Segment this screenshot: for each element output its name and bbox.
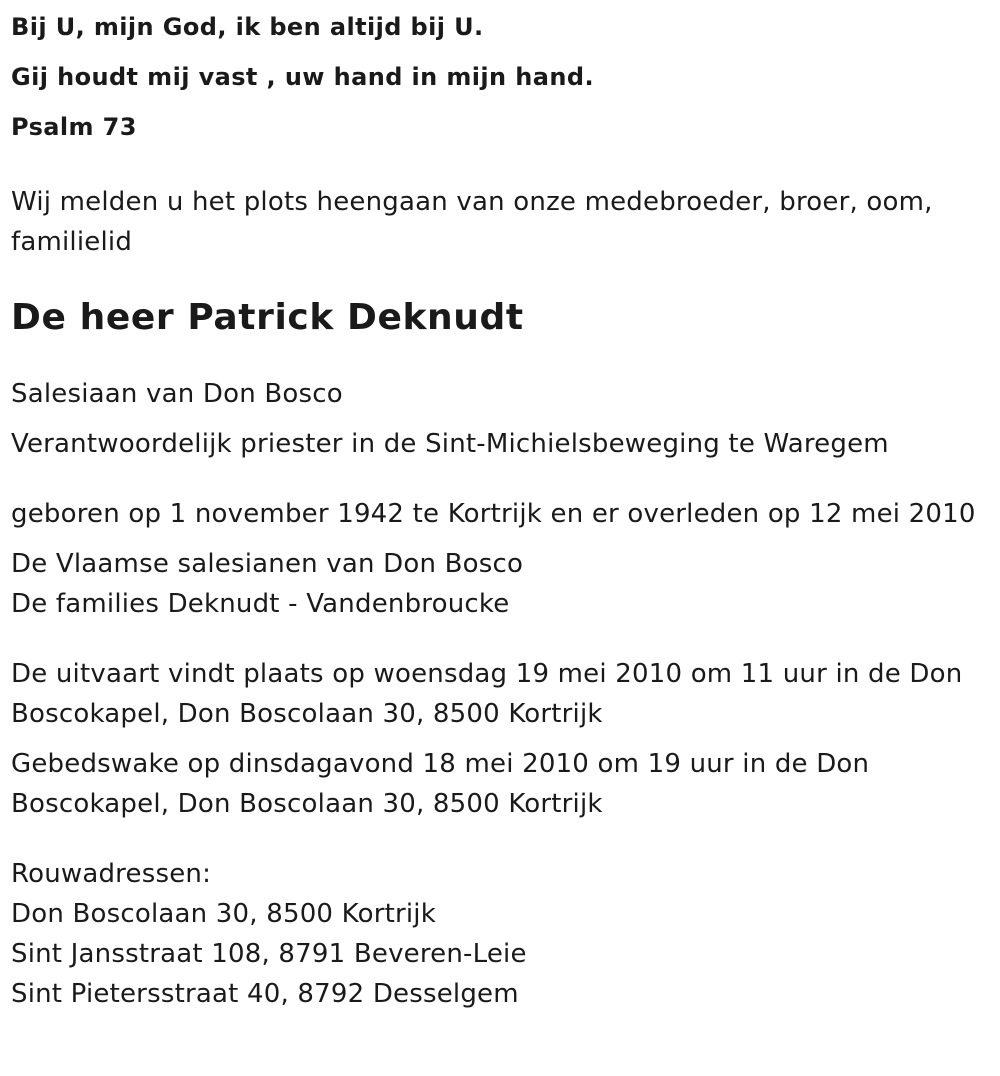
spacer [11,262,991,294]
announcement [11,182,991,262]
wake-line: Boscokapel, Don Boscolaan 30, 8500 Kortrijk [11,789,603,819]
spacer [11,342,991,374]
wake-line: Gebedswake op dinsdagavond 18 mei 2010 om 19 uur in de Don [11,749,870,779]
address-item: Sint Jansstraat 108, 8791 Beveren-Leie [11,939,527,969]
birth-death-dates: geboren op 1 november 1942 te Kortrijk en er overleden op 12 mei 2010 [11,499,976,529]
verse-line: Gij houdt mij vast , uw hand in mijn hand. [11,63,594,91]
role-line: Verantwoordelijk priester in de Sint-Michielsbeweging te Waregem [11,429,889,459]
deceased-name: De heer Patrick Deknudt [11,297,524,338]
announcement-line: Wij melden u het plots heengaan van onze medebroeder, broer, oom, [11,187,933,217]
family-line: De Vlaamse salesianen van Don Bosco [11,549,524,579]
address-item: Don Boscolaan 30, 8500 Kortrijk [11,899,436,929]
wake-info [11,744,991,824]
address-item: Sint Pietersstraat 40, 8792 Desselgem [11,979,519,1009]
funeral-info [11,654,991,734]
spacer [11,824,991,854]
spacer [11,152,991,182]
addresses-label: Rouwadressen: [11,859,212,889]
funeral-line: De uitvaart vindt plaats op woensdag 19 mei 2010 om 11 uur in de Don [11,659,963,689]
announcement-line: familielid [11,227,133,257]
deceased-roles [11,374,991,464]
bible-verse [11,2,991,152]
role-line: Salesiaan van Don Bosco [11,379,343,409]
verse-line: Bij U, mijn God, ik ben altijd bij U. [11,13,484,41]
verse-source: Psalm 73 [11,113,137,141]
family-line: De families Deknudt - Vandenbroucke [11,589,510,619]
death-notice [11,0,991,1014]
spacer [11,464,991,494]
spacer [11,624,991,654]
funeral-line: Boscokapel, Don Boscolaan 30, 8500 Kortrijk [11,699,603,729]
family-signatories [11,544,991,624]
condolence-addresses [11,854,991,1014]
